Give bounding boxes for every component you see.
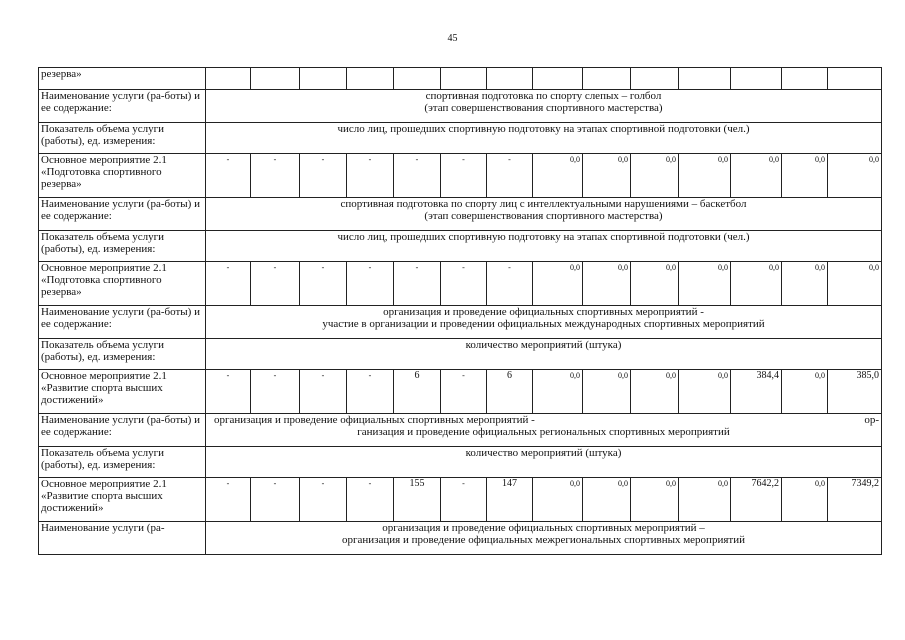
indicator-label: Показатель объема услуги (работы), ед. измерения: bbox=[39, 231, 206, 262]
service-label: Наименование услуги (ра-боты) и ее содержание: bbox=[39, 90, 206, 123]
service-line bbox=[208, 414, 879, 426]
value-cell: - bbox=[441, 478, 487, 522]
service-line: (этап совершенствования спортивного мастерства) bbox=[424, 210, 663, 222]
value-cell: - bbox=[251, 478, 300, 522]
value-cell: 0,0 bbox=[533, 154, 583, 198]
service-label: Наименование услуги (ра- bbox=[39, 522, 206, 555]
value-cell: 6 bbox=[487, 370, 533, 414]
table-cell bbox=[782, 68, 828, 90]
program-table bbox=[38, 67, 882, 555]
value-cell: - bbox=[300, 154, 347, 198]
value-cell: 0,0 bbox=[731, 154, 782, 198]
activity-label: Основное мероприятие 2.1 «Развитие спорта высших достижений» bbox=[39, 370, 206, 414]
activity-label: Основное мероприятие 2.1 «Развитие спорта высших достижений» bbox=[39, 478, 206, 522]
table-cell bbox=[631, 68, 679, 90]
value-cell: - bbox=[441, 370, 487, 414]
value-cell: - bbox=[394, 262, 441, 306]
value-cell: - bbox=[300, 478, 347, 522]
indicator-text: число лиц, прошедших спортивную подготовку на этапах спортивной подготовки (чел.) bbox=[337, 123, 750, 135]
value-cell: 0,0 bbox=[631, 154, 679, 198]
indicator-row bbox=[39, 339, 882, 370]
service-row bbox=[39, 306, 882, 339]
table-cell bbox=[583, 68, 631, 90]
activity-row bbox=[39, 478, 882, 522]
indicator-text: количество мероприятий (штука) bbox=[465, 447, 622, 459]
indicator-label: Показатель объема услуги (работы), ед. измерения: bbox=[39, 447, 206, 478]
value-cell: 0,0 bbox=[731, 262, 782, 306]
indicator-content bbox=[206, 339, 882, 370]
service-line: (этап совершенствования спортивного мастерства) bbox=[424, 102, 663, 114]
value-cell: 384,4 bbox=[731, 370, 782, 414]
service-line-left: организация и проведение официальных спортивных мероприятий - bbox=[214, 414, 535, 426]
value-cell: - bbox=[347, 262, 394, 306]
service-label: Наименование услуги (ра-боты) и ее содержание: bbox=[39, 198, 206, 231]
value-cell: 0,0 bbox=[631, 262, 679, 306]
service-content bbox=[206, 522, 882, 555]
value-cell: 0,0 bbox=[782, 154, 828, 198]
value-cell: - bbox=[347, 478, 394, 522]
table-cell bbox=[828, 68, 882, 90]
table-cell bbox=[731, 68, 782, 90]
value-cell: 7642,2 bbox=[731, 478, 782, 522]
value-cell: 0,0 bbox=[533, 370, 583, 414]
value-cell: 155 bbox=[394, 478, 441, 522]
value-cell: 0,0 bbox=[533, 478, 583, 522]
value-cell: 385,0 bbox=[828, 370, 882, 414]
value-cell: - bbox=[206, 154, 251, 198]
table-cell bbox=[300, 68, 347, 90]
value-cell: 0,0 bbox=[583, 262, 631, 306]
value-cell: 6 bbox=[394, 370, 441, 414]
activity-row bbox=[39, 154, 882, 198]
table-cell bbox=[679, 68, 731, 90]
page-number: 45 bbox=[447, 33, 458, 44]
table-cell bbox=[206, 68, 251, 90]
indicator-row bbox=[39, 447, 882, 478]
indicator-label: Показатель объема услуги (работы), ед. измерения: bbox=[39, 339, 206, 370]
value-cell: - bbox=[251, 370, 300, 414]
value-cell: 0,0 bbox=[631, 370, 679, 414]
value-cell: - bbox=[441, 154, 487, 198]
table-cell bbox=[441, 68, 487, 90]
table-cell bbox=[487, 68, 533, 90]
value-cell: 0,0 bbox=[583, 370, 631, 414]
activity-row bbox=[39, 370, 882, 414]
value-cell: 0,0 bbox=[782, 478, 828, 522]
value-cell: 0,0 bbox=[533, 262, 583, 306]
value-cell: - bbox=[300, 370, 347, 414]
service-line-right: ор- bbox=[864, 414, 879, 426]
service-content bbox=[206, 198, 882, 231]
value-cell: 0,0 bbox=[679, 154, 731, 198]
value-cell: 0,0 bbox=[782, 370, 828, 414]
value-cell: 0,0 bbox=[631, 478, 679, 522]
service-label: Наименование услуги (ра-боты) и ее содержание: bbox=[39, 414, 206, 447]
indicator-content bbox=[206, 447, 882, 478]
service-row bbox=[39, 90, 882, 123]
service-line: ганизация и проведение официальных региональных спортивных мероприятий bbox=[357, 426, 730, 438]
value-cell: - bbox=[441, 262, 487, 306]
service-line: спортивная подготовка по спорту лиц с интеллектуальными нарушениями – баскетбол bbox=[340, 198, 747, 210]
value-cell: 0,0 bbox=[679, 370, 731, 414]
activity-label: Основное мероприятие 2.1 «Подготовка спортивного резерва» bbox=[39, 154, 206, 198]
value-cell: - bbox=[487, 262, 533, 306]
indicator-text: число лиц, прошедших спортивную подготовку на этапах спортивной подготовки (чел.) bbox=[337, 231, 750, 243]
service-line: спортивная подготовка по спорту слепых – голбол bbox=[425, 90, 662, 102]
table-cell bbox=[251, 68, 300, 90]
indicator-label: Показатель объема услуги (работы), ед. измерения: bbox=[39, 123, 206, 154]
value-cell: - bbox=[251, 154, 300, 198]
service-content bbox=[206, 414, 882, 447]
value-cell: - bbox=[206, 370, 251, 414]
table-cell bbox=[394, 68, 441, 90]
value-cell: 0,0 bbox=[679, 478, 731, 522]
service-row bbox=[39, 198, 882, 231]
service-line: организация и проведение официальных спортивных мероприятий - bbox=[383, 306, 704, 318]
table-row bbox=[39, 68, 882, 90]
value-cell: 0,0 bbox=[828, 262, 882, 306]
value-cell: 0,0 bbox=[583, 154, 631, 198]
indicator-content bbox=[206, 231, 882, 262]
service-row bbox=[39, 522, 882, 555]
service-line: участие в организации и проведении официальных международных спортивных мероприятий bbox=[322, 318, 765, 330]
table-cell bbox=[533, 68, 583, 90]
service-line: организация и проведение официальных спортивных мероприятий – bbox=[382, 522, 705, 534]
value-cell: - bbox=[206, 262, 251, 306]
service-content bbox=[206, 306, 882, 339]
service-label: Наименование услуги (ра-боты) и ее содержание: bbox=[39, 306, 206, 339]
value-cell: 0,0 bbox=[679, 262, 731, 306]
value-cell: 147 bbox=[487, 478, 533, 522]
value-cell: - bbox=[300, 262, 347, 306]
service-line: организация и проведение официальных межрегиональных спортивных мероприятий bbox=[342, 534, 745, 546]
row-label: резерва» bbox=[39, 68, 206, 90]
value-cell: - bbox=[347, 370, 394, 414]
indicator-row bbox=[39, 231, 882, 262]
value-cell: 0,0 bbox=[828, 154, 882, 198]
service-content bbox=[206, 90, 882, 123]
activity-row bbox=[39, 262, 882, 306]
indicator-text: количество мероприятий (штука) bbox=[465, 339, 622, 351]
value-cell: - bbox=[251, 262, 300, 306]
table-cell bbox=[347, 68, 394, 90]
value-cell: - bbox=[487, 154, 533, 198]
activity-label: Основное мероприятие 2.1 «Подготовка спортивного резерва» bbox=[39, 262, 206, 306]
service-row bbox=[39, 414, 882, 447]
value-cell: - bbox=[394, 154, 441, 198]
value-cell: 7349,2 bbox=[828, 478, 882, 522]
indicator-row bbox=[39, 123, 882, 154]
value-cell: - bbox=[206, 478, 251, 522]
value-cell: 0,0 bbox=[782, 262, 828, 306]
value-cell: - bbox=[347, 154, 394, 198]
indicator-content bbox=[206, 123, 882, 154]
value-cell: 0,0 bbox=[583, 478, 631, 522]
